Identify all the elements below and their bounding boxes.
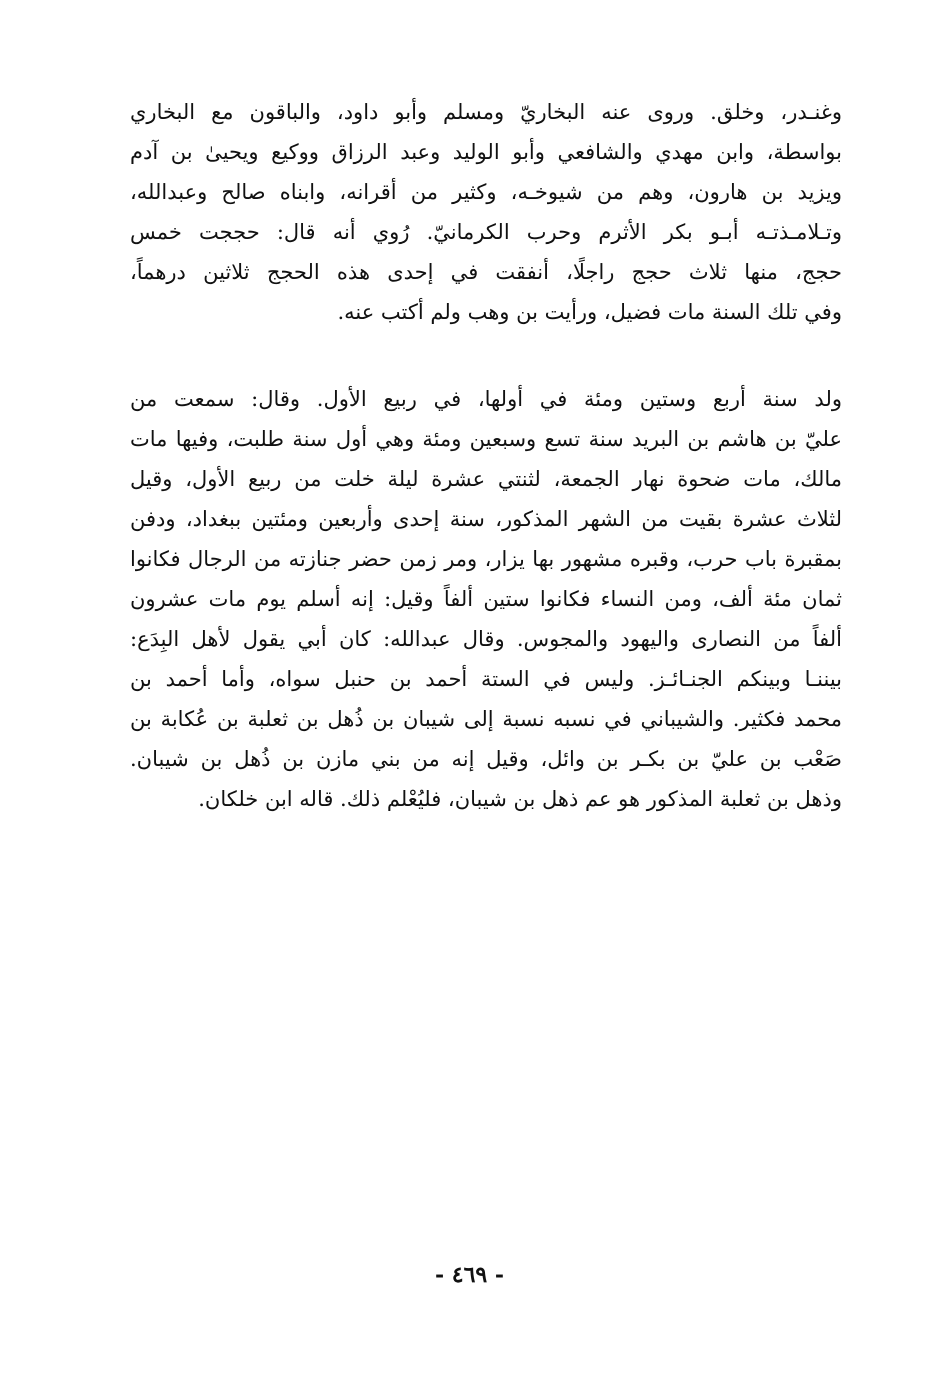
text-line: بيننـا وبينكم الجنـائـز. وليس في الستة أحمد بن حنبل سواه، وأما أحمد بن bbox=[130, 667, 842, 691]
text-line: بمقبرة باب حرب، وقبره مشهور بها يزار، ومر زمن حضر جنازته من الرجال فكانوا bbox=[130, 547, 842, 571]
text-line: مالك، مات ضحوة نهار الجمعة، لثنتي عشرة ليلة خلت من ربيع الأول، وقيل bbox=[130, 467, 842, 491]
text-line: عليّ بن هاشم بن البريد سنة تسع وسبعين ومئة وهي أول سنة طلبت، وفيها مات bbox=[130, 427, 842, 451]
text-line: ولد سنة أربع وستين ومئة في أولها، في ربيع الأول. وقال: سمعت من bbox=[130, 387, 842, 411]
text-line: ثمان مئة ألف، ومن النساء فكانوا ستين ألفاً وقيل: إنه أسلم يوم مات عشرون bbox=[130, 587, 842, 611]
text-line: ألفاً من النصارى واليهود والمجوس. وقال عبدالله: كان أبي يقول لأهل البِدَع: bbox=[130, 627, 842, 651]
text-line: حجج، منها ثلاث حجج راجلًا، أنفقت في إحدى هذه الحجج ثلاثين درهماً، bbox=[130, 260, 842, 284]
text-line: وتـلامـذتـه أبـو بكر الأثرم وحرب الكرمانيّ. رُوي أنه قال: حججت خمس bbox=[130, 220, 842, 244]
text-line: ويزيد بن هارون، وهم من شيوخـه، وكثير من أقرانه، وابناه صالح وعبدالله، bbox=[130, 180, 842, 204]
paragraph-2 bbox=[130, 379, 842, 819]
text-line: بواسطة، وابن مهدي والشافعي وأبو الوليد وعبد الرزاق ووكيع ويحيىٰ بن آدم bbox=[130, 140, 842, 164]
text-line: محمد فكثير. والشيباني في نسبه نسبة إلى شيبان بن ذُهل بن ثعلبة بن عُكابة بن bbox=[130, 707, 842, 731]
page-number: - ٤٦٩ - bbox=[434, 1262, 505, 1288]
paragraph-1 bbox=[130, 92, 842, 332]
text-line: لثلاث عشرة بقيت من الشهر المذكور، سنة إحدى وأربعين ومئتين ببغداد، ودفن bbox=[130, 507, 842, 531]
text-line: صَعْب بن عليّ بن بكـر بن وائل، وقيل إنه من بني مازن بن ذُهل بن شيبان. bbox=[130, 747, 842, 771]
text-line: وغنـدر، وخلق. وروى عنه البخاريّ ومسلم وأبو داود، والباقون مع البخاري bbox=[130, 100, 842, 124]
text-line: وذهل بن ثعلبة المذكور هو عم ذهل بن شيبان، فليُعْلم ذلك. قاله ابن خلكان. bbox=[198, 787, 842, 811]
text-line: وفي تلك السنة مات فضيل، ورأيت بن وهب ولم أكتب عنه. bbox=[337, 300, 842, 324]
